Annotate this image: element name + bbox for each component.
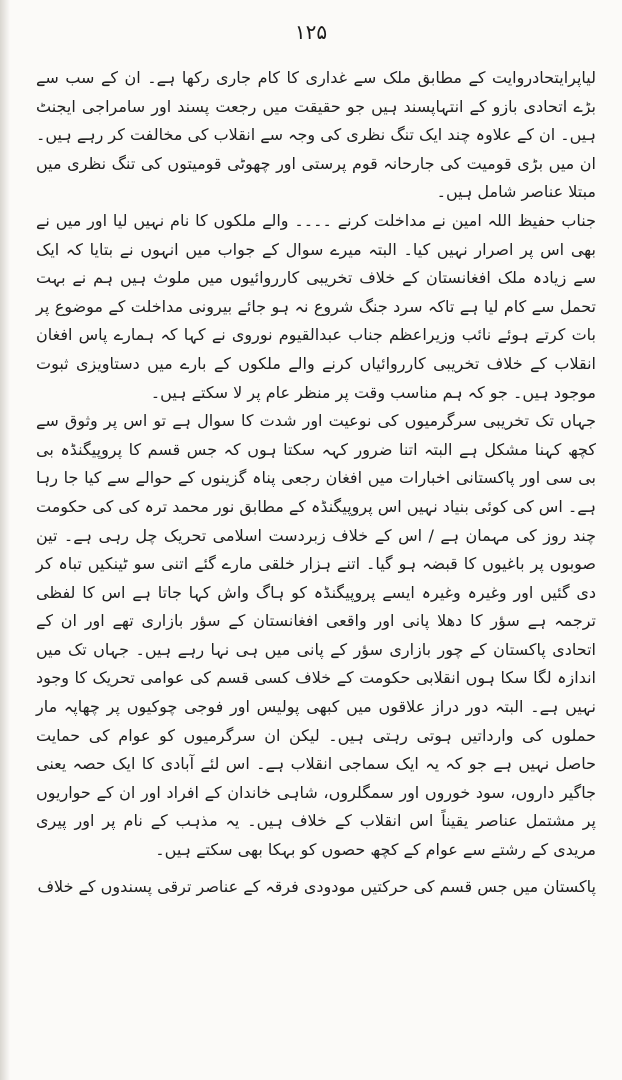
- paragraph: پاکستان میں جس قسم کی حرکتیں مودودی فرقہ کے عناصر ترقی پسندوں کے خلاف: [37, 876, 596, 896]
- page-number: ۱۲۵: [294, 20, 328, 44]
- paragraph: جہاں تک تخریبی سرگرمیوں کی نوعیت اور شدت کا سوال ہے تو اس پر وثوق سے کچھ کہنا مشکل ہے البتہ اتنا ضرور کہہ سکتا ہوں کہ جس قسم کا پروپیگنڈہ بی بی سی اور پاکستانی اخبارات میں افغان رجعی پناہ گزینوں کے حوالے سے کیا جا رہا ہے۔ اس کی کوئی بنیاد نہیں اس پروپیگنڈہ کے مطابق نور محمد ترہ کی کی حکومت چند روز کی مہمان ہے / اس کے خلاف زبردست اسلامی تحریک چل رہی ہے۔ تین صوبوں پر باغیوں کا قبضہ ہو گیا۔ اتنے ہزار خلقی مارے گئے اتنی سو ٹینکیں تباہ کر دی گئیں اور وغیرہ وغیرہ ایسے پروپیگنڈہ کو ہاگ واش کہا جاتا ہے اس کا لفظی ترجمہ ہے سؤر کا دھلا پانی اور واقعی افغانستان کے سؤر بازاری تھے اور ان کے اتحادی پاکستان کے چور بازاری سؤر کے پانی میں ہی نہا رہے ہیں۔ جہاں تک میں اندازہ لگا سکا ہوں انقلابی حکومت کے خلاف کسی قسم کی عوامی تحریک کا وجود نہیں ہے۔ البتہ دور دراز علاقوں میں کبھی پولیس اور فوجی چوکیوں پر چھاپہ مار حملوں کی وارداتیں ہوتی رہتی ہیں۔ لیکن ان سرگرمیوں کو عوام کی حمایت حاصل نہیں ہے جو کہ یہ ایک سماجی انقلاب ہے۔ اس لئے آبادی کا ایک حصہ یعنی جاگیر داروں، سود خوروں اور سمگلروں، شاہی خاندان کے افراد اور ان کے حواریوں پر مشتمل عناصر یقیناً اس انقلاب کے خلاف ہیں۔ یہ مذہب کے نام پر اور پیری مریدی کے رشتے سے عوام کے کچھ حصوں کو بہکا بھی سکتے ہیں۔: [36, 411, 596, 860]
- page-edge-shadow: [0, 0, 10, 1080]
- paragraph: جناب حفیظ اللہ امین نے مداخلت کرنے ۔۔۔۔ والے ملکوں کا نام نہیں لیا اور میں نے بھی اس پر اصرار نہیں کیا۔ البتہ میرے سوال کے جواب میں انہوں نے بتایا کہ ایک سے زیادہ ملک افغانستان کے خلاف تخریبی کارروائیوں میں ملوث ہیں ہم نے بہت تحمل سے کام لیا ہے تاکہ سرد جنگ شروع نہ ہو جائے بیرونی مداخلت کے موضوع پر بات کرتے ہوئے نائب وزیراعظم جناب عبدالقیوم نوروی نے کہا کہ ہمارے پاس افغان انقلاب کے خلاف تخریبی کارروائیاں کرنے والے ملکوں کے بارے میں دستاویزی ثبوت موجود ہیں۔ جو کہ ہم مناسب وقت پر منظر عام پر لا سکتے ہیں۔: [36, 210, 596, 402]
- paragraph: لیاپرایتحادروایت کے مطابق ملک سے غداری کا کام جاری رکھا ہے۔ ان کے سب سے بڑے اتحادی بازو کے انتہاپسند ہیں جو حقیقت میں رجعت پسند اور سامراجی ایجنٹ ہیں۔ ان کے علاوہ چند ایک تنگ نظری کی وجہ سے انقلاب کی مخالفت کر رہے ہیں۔ ان میں بڑی قومیت کی جارحانہ قوم پرستی اور چھوٹی قومیتوں کی تنگ نظری میں مبتلا عناصر شامل ہیں۔: [36, 68, 596, 202]
- body-text: [36, 64, 596, 901]
